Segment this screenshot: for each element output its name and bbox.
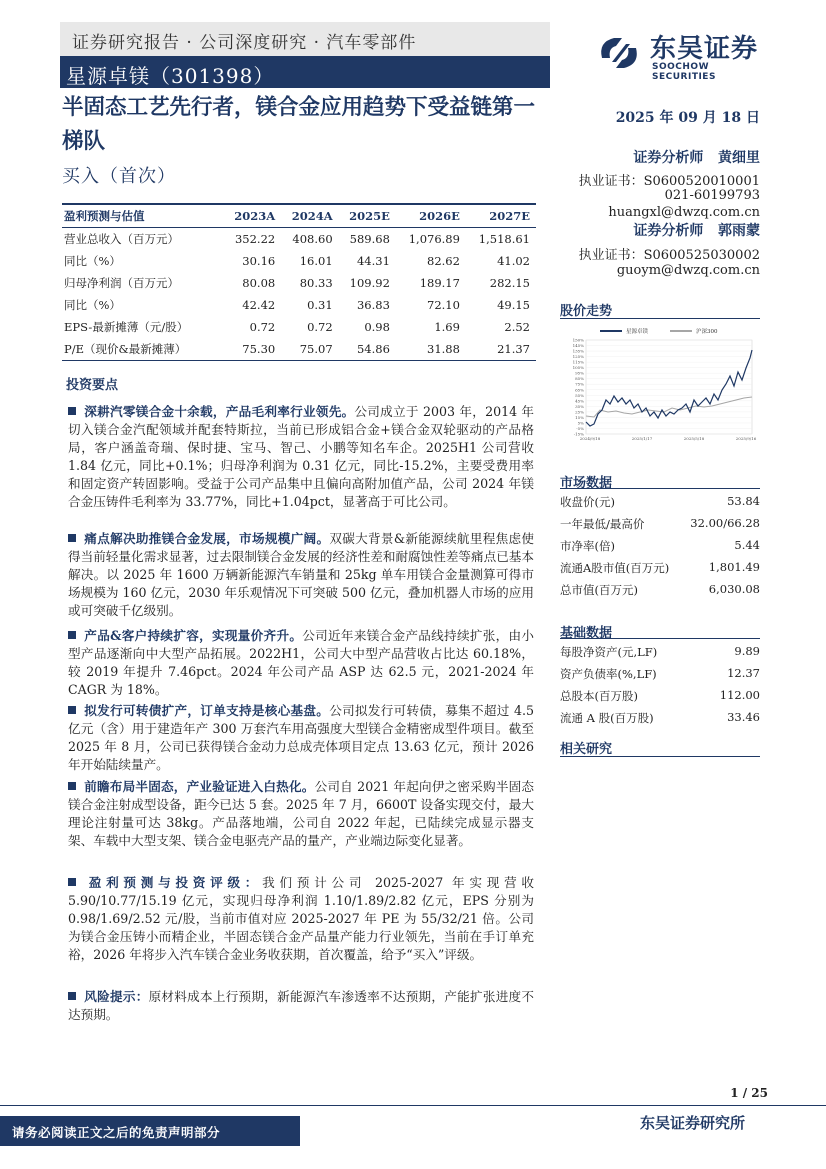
- x-tick-label: 2025/1/17: [631, 436, 653, 441]
- analyst-1-name: 黄细里: [718, 150, 760, 166]
- key-point-lead: 深耕汽零镁合金十余载，产品毛利率行业领先。: [84, 404, 355, 419]
- row-key: 一年最低/最高价: [560, 517, 645, 531]
- table-cell: 75.30: [224, 338, 281, 361]
- analyst-2-name: 郭雨蒙: [718, 223, 760, 239]
- table-cell: 44.31: [356, 254, 390, 268]
- table-cell: 82.62: [427, 254, 460, 268]
- basic-data-row: [560, 640, 760, 662]
- analyst-1-email[interactable]: huangxl@dwzq.com.cn: [608, 205, 760, 220]
- table-cell: 31.88: [396, 338, 466, 361]
- key-point-3: [68, 627, 534, 699]
- y-tick-label: 35%: [575, 403, 584, 409]
- row-key: 每股净资产(元,LF): [560, 645, 658, 659]
- market-data-row: [560, 490, 760, 512]
- stock-price-chart: [560, 324, 760, 444]
- basic-data-row: [560, 684, 760, 706]
- key-point-lead: 前瞻布局半固态，产业验证进入白热化。: [84, 779, 315, 794]
- row-key: 流通 A 股(百万股): [560, 711, 654, 725]
- row-key: 总股本(百万股): [560, 689, 638, 703]
- report-category: 证券研究报告 · 公司深度研究 · 汽车零部件: [72, 33, 417, 53]
- bullet-square-icon: [68, 706, 76, 714]
- company-band: [60, 56, 550, 88]
- row-value: 6,030.08: [708, 582, 760, 596]
- x-tick-label: 2025/5/18: [683, 436, 705, 441]
- y-tick-label: 65%: [575, 387, 584, 393]
- divider: [560, 318, 760, 319]
- table-row: [62, 272, 536, 294]
- table-cell: 16.01: [299, 254, 333, 268]
- analyst-1-phone: 021-60199793: [664, 188, 760, 203]
- table-cell: P/E（现价&最新摊薄）: [62, 338, 224, 361]
- forecast-header-cell: 2027E: [466, 204, 536, 228]
- y-tick-label: 45%: [575, 398, 584, 404]
- table-cell: 1,076.89: [408, 232, 460, 246]
- table-row: [62, 316, 536, 338]
- table-cell: 352.22: [234, 232, 276, 246]
- key-points-heading: 投资要点: [66, 378, 119, 393]
- y-tick-label: 25%: [575, 409, 584, 415]
- table-cell: 72.10: [427, 298, 460, 312]
- bullet-square-icon: [68, 782, 76, 790]
- table-cell: 营业总收入（百万元）: [64, 232, 179, 246]
- row-value: 12.37: [727, 666, 760, 680]
- table-cell: 189.17: [419, 276, 460, 290]
- divider: [560, 638, 760, 639]
- row-value: 112.00: [719, 688, 760, 702]
- row-key: 总市值(百万元): [560, 583, 638, 597]
- key-point-lead: 风险提示：: [84, 989, 149, 1004]
- forecast-header-row: [62, 204, 536, 228]
- key-point-body: 公司拟发行可转债，募集不超过 4.5 亿元（含）用于建造年产 300 万套汽车用高强度大型镁合金精密成型件项目。截至 2025 年 8 月，公司已获得镁合金动力总成壳体项目定点 13.63 亿元，预计 2026 年开始陆续量产。: [68, 703, 534, 772]
- row-key: 市净率(倍): [560, 539, 615, 553]
- table-cell: 归母净利润（百万元）: [64, 276, 179, 290]
- y-tick-label: 5%: [577, 420, 584, 426]
- forecast-table: [62, 203, 536, 361]
- market-data-row: [560, 512, 760, 534]
- table-cell: 0.72: [307, 320, 333, 334]
- bullet-square-icon: [68, 878, 76, 886]
- row-value: 32.00/66.28: [690, 516, 760, 530]
- y-tick-label: 75%: [575, 381, 584, 387]
- table-cell: 1.69: [434, 320, 460, 334]
- table-cell: 30.16: [242, 254, 276, 268]
- key-point-lead: 盈利预测与投资评级：: [84, 875, 263, 890]
- y-tick-label: 135%: [572, 348, 584, 354]
- bullet-square-icon: [68, 534, 76, 542]
- legend-stock-label: 星源卓镁: [626, 329, 649, 335]
- table-cell: 75.07: [281, 338, 338, 361]
- divider: [560, 488, 760, 489]
- market-data-row: [560, 556, 760, 578]
- y-tick-label: 125%: [572, 354, 584, 360]
- y-tick-label: 55%: [575, 392, 584, 398]
- y-tick-label: 115%: [572, 359, 584, 365]
- key-point-lead: 产品&客户持续扩容，实现量价齐升。: [84, 628, 303, 643]
- table-cell: 21.37: [466, 338, 536, 361]
- chart-plot-area: [586, 340, 752, 434]
- page-number: 1 / 25: [730, 1086, 768, 1100]
- table-cell: 282.15: [489, 276, 530, 290]
- key-point-7: [68, 988, 534, 1024]
- key-point-4: [68, 702, 534, 774]
- bullet-square-icon: [68, 992, 76, 1000]
- report-category-band: [60, 22, 550, 56]
- footer-divider: [0, 1105, 826, 1106]
- row-value: 5.44: [734, 538, 760, 552]
- key-point-2: [68, 530, 534, 620]
- basic-data-row: [560, 706, 760, 728]
- key-point-6: [68, 874, 534, 964]
- disclaimer-text: 请务必阅读正文之后的免责声明部分: [12, 1125, 221, 1140]
- institute-name: 东吴证券研究所: [640, 1114, 746, 1132]
- key-point-lead: 痛点解决助推镁合金发展，市场规模广阔。: [84, 531, 330, 546]
- market-data-row: [560, 578, 760, 600]
- key-point-body: 公司近年来镁合金产品线持续扩张，由小型产品逐渐向中大型产品拓展。2022H1，公司大中型产品营收占比达 60.18%，较 2019 年提升 7.46pct。2024 年公司产品 ASP 达 62.5 元，2021-2024 年 CAGR 为 18%。: [68, 628, 535, 697]
- soochow-logo-icon: [594, 28, 644, 78]
- table-cell: 0.98: [364, 320, 390, 334]
- key-point-body: 公司成立于 2003 年，2014 年切入镁合金汽配领域并配套特斯拉，当前已形成铝合金+镁合金双轮驱动的产品格局，客户涵盖奇瑞、保时捷、宝马、智己、小鹏等知名车企。2025H1 公司营收 1.84 亿元，同比+0.1%；归母净利润为 0.31 亿元，同比-15.2%，主要受费用率和固定资产转固影响。受益于公司产品集中且偏向高附加值产品，公司 2024 年镁合金压铸件毛利率为 33.77%，同比+1.04pct，显著高于可比公司。: [68, 404, 534, 509]
- x-tick-label: 2025/9/16: [735, 436, 757, 441]
- table-cell: 41.02: [497, 254, 530, 268]
- related-research-heading[interactable]: 相关研究: [560, 742, 613, 757]
- table-row: [62, 228, 536, 251]
- table-cell: 589.68: [349, 232, 390, 246]
- row-value: 9.89: [734, 644, 760, 658]
- table-cell: 0.72: [249, 320, 276, 334]
- table-cell: 42.42: [242, 298, 276, 312]
- key-point-body: 我们预计公司 2025-2027 年实现营收 5.90/10.77/15.19 亿元，实现归母净利润 1.10/1.89/2.82 亿元，EPS 分别为 0.98/1.69/2.52 元/股，当前市值对应 2025-2027 年 PE 为 55/32/21 倍。公司为镁合金压铸小而精企业，半固态镁合金产品量产能力行业领先，当前在手订单充裕，2026 年将步入汽车镁合金业务收获期，首次覆盖，给予“买入”评级。: [68, 875, 535, 962]
- table-row: [62, 338, 536, 361]
- y-tick-label: 145%: [572, 343, 584, 349]
- row-value: 1,801.49: [708, 560, 760, 574]
- key-point-body: 公司自 2021 年起向伊之密采购半固态镁合金注射成型设备，距今已达 5 套。2025 年 7 月，6600T 设备实现交付，最大理论注射量可达 38kg。产品落地端，公司自 2022 年起，已陆续完成显示器支架、车载中大型支架、镁合金电驱壳产品的量产，产业端边际变化显著。: [68, 779, 535, 848]
- y-tick-label: -5%: [576, 425, 584, 431]
- chart-y-ticks: [573, 338, 585, 437]
- market-data-row: [560, 534, 760, 556]
- table-cell: 49.15: [497, 298, 530, 312]
- table-cell: EPS-最新摊薄（元/股）: [64, 320, 189, 334]
- y-tick-label: 85%: [575, 376, 584, 382]
- key-point-1: [68, 403, 534, 511]
- rating: 买入（首次）: [62, 166, 176, 187]
- report-date: 2025 年 09 月 18 日: [615, 110, 760, 126]
- table-cell: 80.33: [299, 276, 333, 290]
- y-tick-label: 15%: [575, 414, 584, 420]
- legend-index-label: 沪深300: [696, 329, 718, 335]
- x-tick-label: 2024/9/18: [579, 436, 601, 441]
- row-key: 流通A股市值(百万元): [560, 561, 670, 575]
- row-value: 33.46: [727, 710, 760, 724]
- analyst-2-license: 执业证书：S0600525030002: [578, 248, 760, 263]
- y-tick-label: -15%: [573, 431, 584, 437]
- analyst-1-role: 证券分析师: [633, 150, 704, 166]
- key-point-body: 原材料成本上行预期，新能源汽车渗透率不达预期，产能扩张进度不达预期。: [68, 989, 535, 1022]
- forecast-header-cell: 盈利预测与估值: [62, 204, 224, 228]
- table-cell: 2.52: [504, 320, 530, 334]
- row-value: 53.84: [727, 494, 760, 508]
- logo-text-en: SOOCHOW SECURITIES: [652, 62, 716, 82]
- chart-x-ticks: [580, 436, 757, 441]
- divider: [560, 756, 760, 757]
- y-tick-label: 105%: [572, 365, 584, 371]
- basic-data-heading: 基础数据: [560, 626, 613, 641]
- bullet-square-icon: [68, 631, 76, 639]
- table-cell: 0.31: [307, 298, 333, 312]
- table-row: [62, 250, 536, 272]
- key-point-body: 双碳大背景&新能源续航里程焦虑使得当前轻量化需求显著，过去限制镁合金发展的经济性差和耐腐蚀性差等痛点已基本解决。以 2025 年 1600 万辆新能源汽车销量和 25kg 单车用镁合金量测算可得市场规模为 160 亿元，2030 年乐观情况下可突破 500 亿元，叠加机器人市场的应用或可突破千亿级别。: [68, 531, 535, 618]
- forecast-header-cell: 2023A: [224, 204, 281, 228]
- disclaimer-band: [0, 1116, 300, 1146]
- table-cell: 80.08: [242, 276, 276, 290]
- key-point-5: [68, 778, 534, 850]
- table-cell: 同比（%）: [64, 298, 121, 312]
- company-name: 星源卓镁（301398）: [66, 64, 275, 88]
- forecast-header-cell: 2024A: [281, 204, 338, 228]
- analyst-2-email[interactable]: guoym@dwzq.com.cn: [616, 263, 760, 278]
- table-cell: 109.92: [349, 276, 390, 290]
- soochow-logo: [594, 28, 769, 80]
- y-tick-label: 95%: [575, 370, 584, 376]
- forecast-header-cell: 2026E: [396, 204, 466, 228]
- basic-data-row: [560, 662, 760, 684]
- logo-text-cn: 东吴证券: [650, 34, 759, 64]
- row-key: 资产负债率(%,LF): [560, 667, 657, 681]
- analyst-1-license: 执业证书：S0600520010001: [578, 174, 760, 189]
- report-title: 半固态工艺先行者，镁合金应用趋势下受益链第一梯队: [62, 95, 536, 154]
- table-cell: 54.86: [339, 338, 396, 361]
- analyst-2-role: 证券分析师: [633, 223, 704, 239]
- table-row: [62, 294, 536, 316]
- analyst-1-title: [633, 147, 760, 167]
- key-point-lead: 拟发行可转债扩产，订单支持是核心基盘。: [84, 703, 330, 718]
- forecast-header-cell: 2025E: [339, 204, 396, 228]
- bullet-square-icon: [68, 407, 76, 415]
- row-key: 收盘价(元): [560, 495, 615, 509]
- stock-chart-heading: 股价走势: [560, 304, 613, 319]
- table-cell: 1,518.61: [478, 232, 530, 246]
- analyst-2-title: [633, 220, 760, 240]
- market-data-heading: 市场数据: [560, 476, 613, 491]
- table-cell: 408.60: [292, 232, 333, 246]
- table-cell: 同比（%）: [64, 254, 121, 268]
- table-cell: 36.83: [356, 298, 390, 312]
- y-tick-label: 150%: [572, 337, 584, 343]
